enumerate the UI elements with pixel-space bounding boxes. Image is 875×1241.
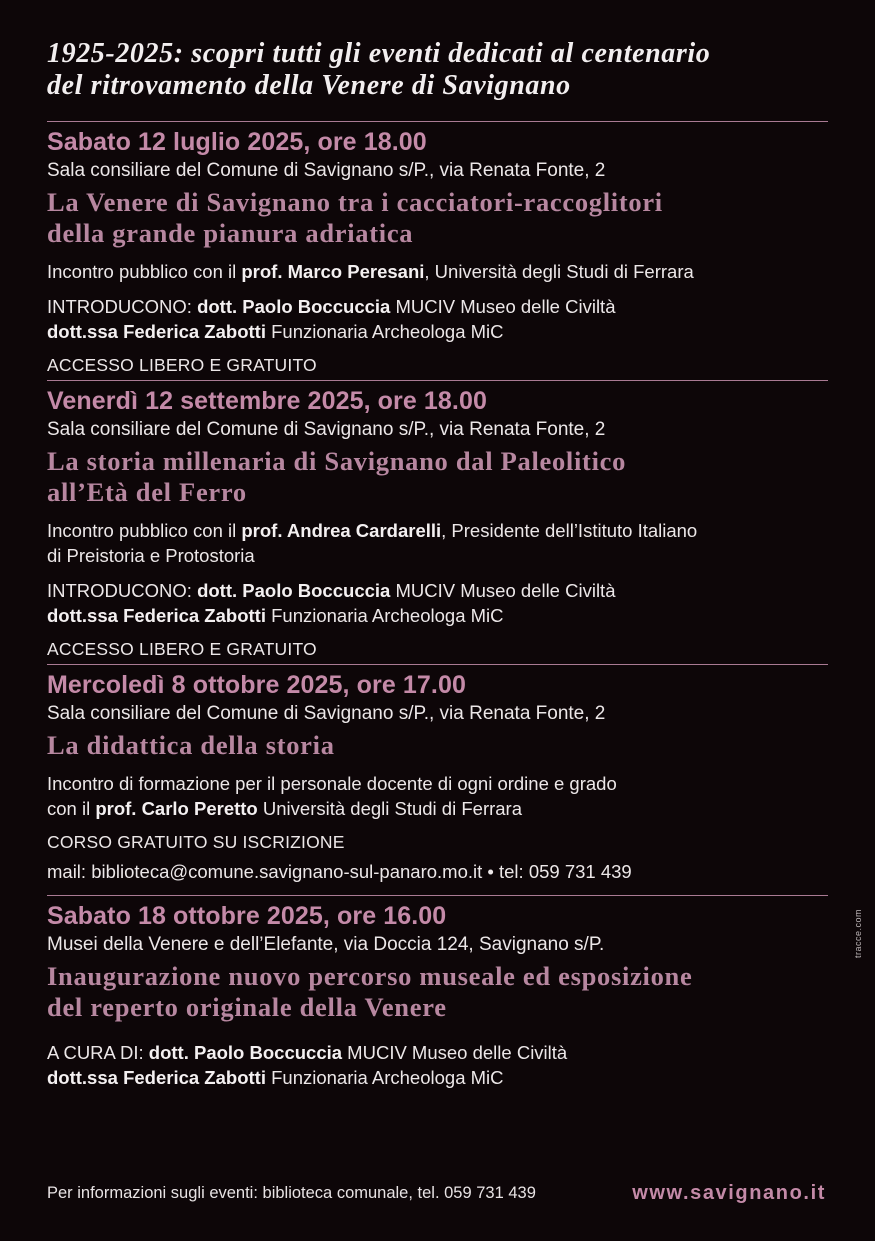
event-title-line-1: La Venere di Savignano tra i cacciatori-raccoglitori xyxy=(47,187,663,217)
introducer-2 xyxy=(47,603,828,628)
page-title-line-1: 1925-2025: scopri tutti gli eventi dedicati al centenario xyxy=(47,38,711,69)
introducer-2 xyxy=(47,319,828,344)
event-date: Sabato 12 luglio 2025, ore 18.00 xyxy=(47,128,427,156)
event-venue: Sala consiliare del Comune di Savignano s/P., via Renata Fonte, 2 xyxy=(47,160,606,181)
event-title xyxy=(47,961,828,1023)
introducer-role: MUCIV Museo delle Civiltà xyxy=(390,580,616,601)
event-flyer xyxy=(47,38,828,1090)
curator-role: Funzionaria Archeologa MiC xyxy=(265,1067,504,1088)
event-venue: Sala consiliare del Comune di Savignano s/P., via Renata Fonte, 2 xyxy=(47,419,606,440)
footer-info: Per informazioni sugli eventi: biblioteca comunale, tel. 059 731 439 xyxy=(47,1184,536,1202)
event-date: Mercoledì 8 ottobre 2025, ore 17.00 xyxy=(47,671,466,699)
curator-role: MUCIV Museo delle Civiltà xyxy=(342,1042,568,1063)
event-description xyxy=(47,259,828,284)
introducer-1 xyxy=(47,578,828,603)
introducer-role: Funzionaria Archeologa MiC xyxy=(265,321,504,342)
contact-info: mail: biblioteca@comune.savignano-sul-panaro.mo.it • tel: 059 731 439 xyxy=(47,861,632,882)
event-introducers xyxy=(47,578,828,628)
description-line-1: Incontro di formazione per il personale docente di ogni ordine e grado xyxy=(47,773,617,794)
curator-1 xyxy=(47,1040,828,1065)
event-venue: Sala consiliare del Comune di Savignano s/P., via Renata Fonte, 2 xyxy=(47,703,606,724)
introducer-name: dott.ssa Federica Zabotti xyxy=(47,605,266,626)
event-curators xyxy=(47,1040,828,1090)
introducers-label: INTRODUCONO: xyxy=(47,296,198,317)
access-note: ACCESSO LIBERO E GRATUITO xyxy=(47,355,317,375)
event-title-line-1: Inaugurazione nuovo percorso museale ed esposizione xyxy=(47,961,693,991)
curated-by-label: A CURA DI: xyxy=(47,1042,149,1063)
designer-credit: tracce.com xyxy=(853,908,863,958)
introducers-label: INTRODUCONO: xyxy=(47,580,198,601)
introducer-role: MUCIV Museo delle Civiltà xyxy=(390,296,616,317)
event-title-line-2: all’Età del Ferro xyxy=(47,477,247,507)
event-date: Venerdì 12 settembre 2025, ore 18.00 xyxy=(47,387,487,415)
description-text: Incontro pubblico con il xyxy=(47,261,242,282)
page-title-line-2: del ritrovamento della Venere di Savignano xyxy=(47,70,571,101)
introducer-name: dott. Paolo Boccuccia xyxy=(197,296,391,317)
event-date: Sabato 18 ottobre 2025, ore 16.00 xyxy=(47,902,447,930)
registration-note: CORSO GRATUITO SU ISCRIZIONE xyxy=(47,832,345,852)
event-description xyxy=(47,518,828,568)
event-title xyxy=(47,730,828,761)
introducer-1 xyxy=(47,294,828,319)
description-text: con il xyxy=(47,798,96,819)
description-text: Incontro pubblico con il xyxy=(47,520,242,541)
curator-name: dott.ssa Federica Zabotti xyxy=(47,1067,266,1088)
event-1 xyxy=(47,122,828,376)
description-line-1 xyxy=(47,518,828,543)
website-link[interactable]: www.savignano.it xyxy=(632,1182,826,1204)
event-title-line-1: La storia millenaria di Savignano dal Paleolitico xyxy=(47,446,627,476)
speaker-name: prof. Andrea Cardarelli xyxy=(241,520,442,541)
footer xyxy=(47,1181,828,1205)
event-title xyxy=(47,187,828,249)
event-3 xyxy=(47,665,828,884)
speaker-name: prof. Carlo Peretto xyxy=(95,798,258,819)
access-note: ACCESSO LIBERO E GRATUITO xyxy=(47,639,317,659)
speaker-affiliation: , Università degli Studi di Ferrara xyxy=(424,261,694,282)
curator-2 xyxy=(47,1065,828,1090)
page-title xyxy=(47,38,828,102)
speaker-name: prof. Marco Peresani xyxy=(241,261,425,282)
event-2 xyxy=(47,381,828,660)
introducer-name: dott.ssa Federica Zabotti xyxy=(47,321,266,342)
description-line-2 xyxy=(47,796,828,821)
event-description xyxy=(47,771,828,821)
event-introducers xyxy=(47,294,828,344)
speaker-affiliation: , Presidente dell’Istituto Italiano xyxy=(441,520,698,541)
event-title-line-1: La didattica della storia xyxy=(47,730,335,760)
introducer-name: dott. Paolo Boccuccia xyxy=(197,580,391,601)
event-title-line-2: della grande pianura adriatica xyxy=(47,218,414,248)
event-4 xyxy=(47,896,828,1090)
description-line-2: di Preistoria e Protostoria xyxy=(47,545,255,566)
event-title-line-2: del reperto originale della Venere xyxy=(47,992,447,1022)
event-venue: Musei della Venere e dell’Elefante, via Doccia 124, Savignano s/P. xyxy=(47,934,605,955)
speaker-affiliation: Università degli Studi di Ferrara xyxy=(257,798,522,819)
curator-name: dott. Paolo Boccuccia xyxy=(148,1042,343,1063)
event-title xyxy=(47,446,828,508)
introducer-role: Funzionaria Archeologa MiC xyxy=(265,605,504,626)
